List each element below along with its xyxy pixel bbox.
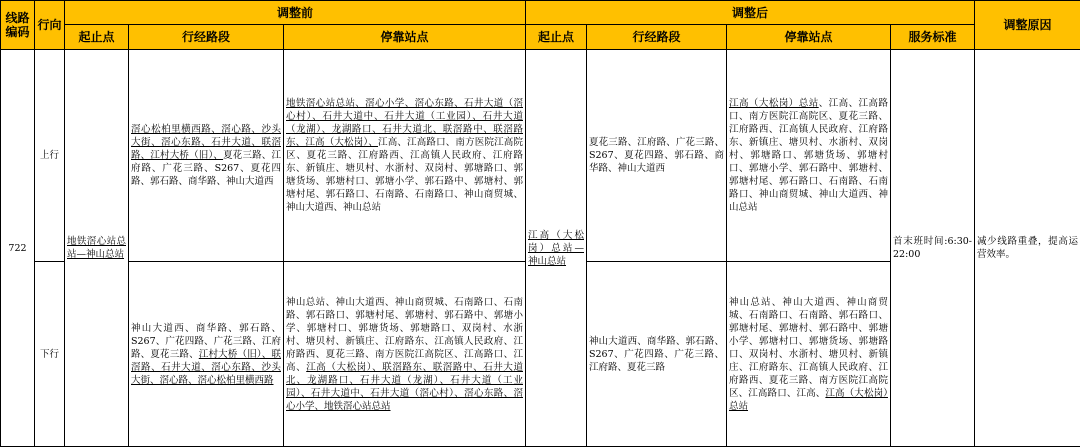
down-before-route: 神山大道西、商华路、郭石路、S267、广花四路、广花三路、江府路、夏花三路、江村大桥（旧）、联滘路、石井大道、滘心东路、沙头大街、滘心路、滘心松柏里横西路 — [129, 262, 284, 447]
down-after-route: 神山大道西、商华路、郭石路、S267、广花四路、广花三路、江府路、夏花三路 — [587, 262, 727, 447]
header-service-standard: 服务标准 — [891, 25, 975, 50]
adjustment-reason: 减少线路重叠，提高运营效率。 — [975, 50, 1080, 447]
header-before-route: 行经路段 — [129, 25, 284, 50]
line-code: 722 — [1, 50, 35, 447]
header-before-stops: 停靠站点 — [284, 25, 526, 50]
direction-up: 上行 — [35, 50, 65, 262]
up-after-stops: 江高（大松岗）总站、江高、江高路口、南方医院江高院区、夏花三路、江府路西、江高镇人民政府、江府路东、新镇庄、塘贝村、水浙村、双岗村、郭塘路口、郭塘货场、郭塘村口、郭塘小学、郭石路中、郭塘村、郭塘村尾、郭石路口、石南路、石南路口、神山商贸城、神山大道西、神山总站 — [727, 50, 891, 262]
direction-down: 下行 — [35, 262, 65, 447]
header-before-endpoints: 起止点 — [65, 25, 129, 50]
after-endpoints-text: 江高（大松岗）总站—神山总站 — [528, 229, 584, 267]
header-before: 调整前 — [65, 1, 526, 25]
header-after-route: 行经路段 — [587, 25, 727, 50]
header-direction: 行向 — [35, 1, 65, 50]
down-after-stops: 神山总站、神山大道西、神山商贸城、石南路口、石南路、郭石路口、郭塘村尾、郭塘村、郭石路中、郭塘小学、郭塘村口、郭塘货场、郭塘路口、双岗村、水浙村、塘贝村、新镇庄、江府路东、江高镇人民政府、江府路西、夏花三路、南方医院江高院区、江高路口、江高、江高（大松岗）总站 — [727, 262, 891, 447]
up-before-stops: 地铁滘心站总站、滘心小学、滘心东路、石井大道（滘心村）、石井大道中、石井大道（工业园）、石井大道（龙湖）、龙湖路口、石井大道北、联滘路中、联滘路东、江高（大松岗）、江高、江高路口、南方医院江高院区、夏花三路、江府路西、江高镇人民政府、江府路东、新镇庄、塘贝村、水浙村、双岗村、郭塘路口、郭塘货场、郭塘村口、郭塘小学、郭石路中、郭塘村、郭塘村尾、郭石路口、石南路、石南路口、神山商贸城、神山大道西、神山总站 — [284, 50, 526, 262]
before-endpoints-text: 地铁滘心站总站—神山总站 — [67, 236, 126, 260]
after-endpoints — [526, 50, 587, 447]
up-before-route: 滘心松柏里横西路、滘心路、沙头大街、滘心东路、石井大道、联滘路、江村大桥（旧）、夏花三路、江府路、广花三路、S267、夏花四路、郭石路、商华路、神山大道西 — [129, 50, 284, 262]
header-line-code: 线路编码 — [1, 1, 35, 50]
header-after-stops: 停靠站点 — [727, 25, 891, 50]
header-after-endpoints: 起止点 — [526, 25, 587, 50]
up-after-route: 夏花三路、江府路、广花三路、S267、夏花四路、郭石路、商华路、神山大道西 — [587, 50, 727, 262]
service-standard: 首末班时间:6:30-22:00 — [891, 50, 975, 447]
header-after: 调整后 — [526, 1, 975, 25]
before-endpoints — [65, 50, 129, 447]
header-reason: 调整原因 — [975, 1, 1080, 50]
down-before-stops: 神山总站、神山大道西、神山商贸城、石南路口、石南路、郭石路口、郭塘村尾、郭塘村、郭石路中、郭塘小学、郭塘村口、郭塘货场、郭塘路口、双岗村、水浙村、塘贝村、新镇庄、江府路东、江高镇人民政府、江府路西、夏花三路、南方医院江高院区、江高路口、江高、江高（大松岗）、联滘路东、联滘路中、石井大道北、龙湖路口、石井大道（龙湖）、石井大道（工业园）、石井大道中、石井大道（滘心村）、滘心东路、滘心小学、地铁滘心站总站 — [284, 262, 526, 447]
